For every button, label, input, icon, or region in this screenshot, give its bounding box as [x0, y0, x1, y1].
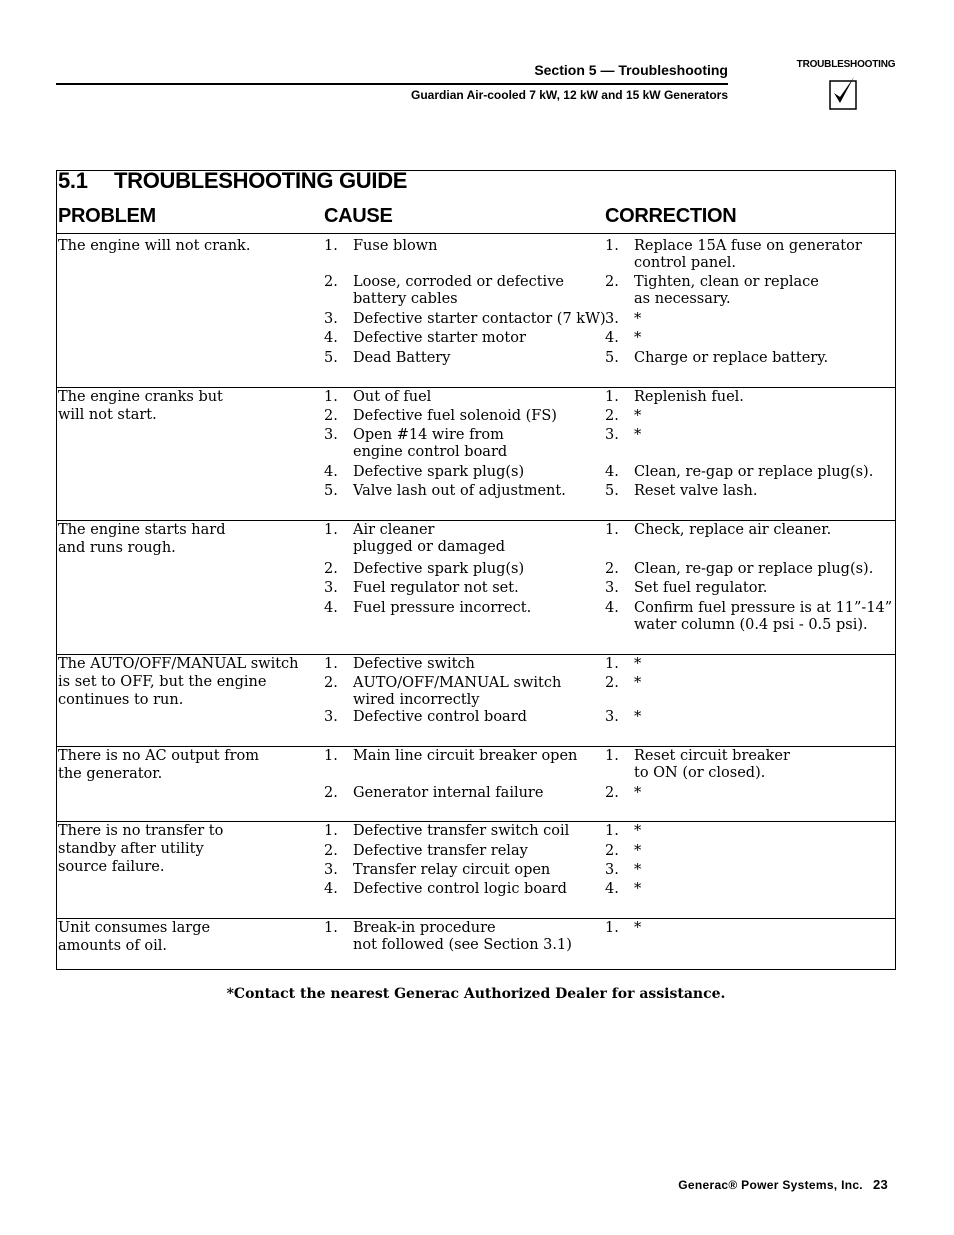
item-number: 2. — [605, 843, 619, 859]
item-number: 3. — [324, 427, 338, 443]
item-number: 1. — [605, 748, 619, 764]
item-number: 2. — [605, 561, 619, 577]
row-divider — [57, 821, 895, 822]
row-divider — [57, 654, 895, 655]
correction-text: as necessary. — [634, 291, 731, 307]
column-header-problem: PROBLEM — [58, 205, 156, 227]
cause-text: Valve lash out of adjustment. — [353, 483, 566, 499]
problem-text: The AUTO/OFF/MANUAL switch — [58, 656, 299, 672]
cause-text: Out of fuel — [353, 389, 432, 405]
item-number: 1. — [324, 522, 338, 538]
item-number: 2. — [324, 785, 338, 801]
cause-text: Air cleaner — [353, 522, 435, 538]
item-number: 1. — [324, 920, 338, 936]
row-divider — [57, 918, 895, 919]
cause-text: Defective spark plug(s) — [353, 561, 525, 577]
section-heading: Section 5 — Troubleshooting — [534, 62, 728, 78]
cause-text: wired incorrectly — [353, 692, 480, 708]
correction-text: * — [634, 330, 642, 346]
item-number: 5. — [605, 350, 619, 366]
correction-text: control panel. — [634, 255, 737, 271]
cause-text: Defective starter motor — [353, 330, 526, 346]
footnote: *Contact the nearest Generac Authorized Dealer for assistance. — [226, 986, 726, 1002]
correction-text: * — [634, 675, 642, 691]
cause-text: engine control board — [353, 444, 508, 460]
problem-text: and runs rough. — [58, 540, 176, 556]
correction-text: * — [634, 408, 642, 424]
correction-text: Confirm fuel pressure is at 11”-14” — [634, 600, 893, 616]
item-number: 1. — [605, 823, 619, 839]
cause-text: Generator internal failure — [353, 785, 544, 801]
item-number: 1. — [324, 238, 338, 254]
correction-text: Reset valve lash. — [634, 483, 758, 499]
cause-text: Dead Battery — [353, 350, 451, 366]
item-number: 2. — [324, 274, 338, 290]
column-header-correction: CORRECTION — [605, 205, 737, 227]
problem-text: The engine will not crank. — [58, 238, 251, 254]
correction-text: * — [634, 709, 642, 725]
correction-text: * — [634, 656, 642, 672]
item-number: 5. — [324, 350, 338, 366]
item-number: 2. — [605, 408, 619, 424]
correction-text: Charge or replace battery. — [634, 350, 829, 366]
checkmark-icon — [829, 76, 857, 110]
item-number: 2. — [605, 785, 619, 801]
item-number: 1. — [605, 920, 619, 936]
item-number: 2. — [605, 675, 619, 691]
cause-text: Defective starter contactor (7 kW) — [353, 311, 606, 327]
cause-text: plugged or damaged — [353, 539, 506, 555]
troubleshooting-badge-label: TROUBLESHOOTING — [796, 59, 896, 70]
cause-text: battery cables — [353, 291, 458, 307]
cause-text: Defective control board — [353, 709, 527, 725]
correction-text: * — [634, 920, 642, 936]
correction-text: * — [634, 311, 642, 327]
cause-text: AUTO/OFF/MANUAL switch — [353, 675, 562, 691]
item-number: 1. — [605, 389, 619, 405]
guide-number: 5.1 — [58, 168, 88, 193]
problem-text: Unit consumes large — [58, 920, 211, 936]
cause-text: Defective switch — [353, 656, 475, 672]
item-number: 5. — [605, 483, 619, 499]
cause-text: Main line circuit breaker open — [353, 748, 578, 764]
footer-company: Generac® Power Systems, Inc. — [678, 1178, 863, 1192]
cause-text: Defective transfer relay — [353, 843, 528, 859]
item-number: 3. — [324, 709, 338, 725]
problem-text: source failure. — [58, 859, 165, 875]
item-number: 4. — [324, 464, 338, 480]
cause-text: Fuse blown — [353, 238, 438, 254]
problem-text: There is no AC output from — [58, 748, 259, 764]
correction-text: Clean, re-gap or replace plug(s). — [634, 561, 874, 577]
cause-text: Fuel pressure incorrect. — [353, 600, 532, 616]
problem-text: standby after utility — [58, 841, 204, 857]
item-number: 3. — [605, 427, 619, 443]
item-number: 3. — [324, 311, 338, 327]
cause-text: Defective control logic board — [353, 881, 567, 897]
item-number: 3. — [324, 862, 338, 878]
guide-title — [58, 168, 407, 194]
cause-text: Defective spark plug(s) — [353, 464, 525, 480]
item-number: 4. — [605, 464, 619, 480]
item-number: 3. — [605, 580, 619, 596]
item-number: 1. — [605, 656, 619, 672]
correction-text: * — [634, 427, 642, 443]
correction-text: * — [634, 823, 642, 839]
problem-text: The engine starts hard — [58, 522, 226, 538]
cause-text: Loose, corroded or defective — [353, 274, 564, 290]
problem-text: The engine cranks but — [58, 389, 223, 405]
problem-text: amounts of oil. — [58, 938, 167, 954]
cause-text: Break-in procedure — [353, 920, 496, 936]
problem-text: continues to run. — [58, 692, 184, 708]
problem-text: will not start. — [58, 407, 157, 423]
item-number: 4. — [605, 330, 619, 346]
item-number: 3. — [605, 709, 619, 725]
item-number: 4. — [324, 881, 338, 897]
header-divider — [56, 83, 728, 85]
item-number: 2. — [324, 843, 338, 859]
item-number: 2. — [324, 675, 338, 691]
row-divider — [57, 746, 895, 747]
correction-text: Reset circuit breaker — [634, 748, 790, 764]
correction-text: Replace 15A fuse on generator — [634, 238, 862, 254]
row-divider — [57, 520, 895, 521]
item-number: 3. — [324, 580, 338, 596]
item-number: 5. — [324, 483, 338, 499]
correction-text: Set fuel regulator. — [634, 580, 768, 596]
correction-text: Check, replace air cleaner. — [634, 522, 832, 538]
page-number: 23 — [872, 1177, 888, 1192]
correction-text: water column (0.4 psi - 0.5 psi). — [634, 617, 868, 633]
correction-text: * — [634, 862, 642, 878]
row-divider — [57, 387, 895, 388]
page-footer — [560, 1177, 888, 1192]
cause-text: Transfer relay circuit open — [353, 862, 551, 878]
problem-text: There is no transfer to — [58, 823, 224, 839]
correction-text: to ON (or closed). — [634, 765, 766, 781]
correction-text: Clean, re-gap or replace plug(s). — [634, 464, 874, 480]
item-number: 4. — [605, 600, 619, 616]
document-subtitle: Guardian Air-cooled 7 kW, 12 kW and 15 kW Generators — [411, 88, 728, 102]
problem-text: the generator. — [58, 766, 163, 782]
cause-text: Defective fuel solenoid (FS) — [353, 408, 557, 424]
item-number: 3. — [605, 311, 619, 327]
item-number: 4. — [605, 881, 619, 897]
item-number: 4. — [324, 600, 338, 616]
header-row-divider — [57, 233, 895, 234]
item-number: 3. — [605, 862, 619, 878]
correction-text: Tighten, clean or replace — [634, 274, 819, 290]
problem-text: is set to OFF, but the engine — [58, 674, 267, 690]
cause-text: Fuel regulator not set. — [353, 580, 519, 596]
cause-text: Open #14 wire from — [353, 427, 504, 443]
item-number: 2. — [324, 408, 338, 424]
item-number: 1. — [324, 748, 338, 764]
item-number: 1. — [605, 522, 619, 538]
item-number: 1. — [324, 656, 338, 672]
column-header-cause: CAUSE — [324, 205, 393, 227]
correction-text: * — [634, 785, 642, 801]
correction-text: * — [634, 843, 642, 859]
correction-text: * — [634, 881, 642, 897]
correction-text: Replenish fuel. — [634, 389, 744, 405]
guide-title-text: TROUBLESHOOTING GUIDE — [114, 168, 408, 193]
item-number: 1. — [324, 823, 338, 839]
cause-text: not followed (see Section 3.1) — [353, 937, 572, 953]
item-number: 2. — [605, 274, 619, 290]
cause-text: Defective transfer switch coil — [353, 823, 570, 839]
item-number: 1. — [605, 238, 619, 254]
item-number: 4. — [324, 330, 338, 346]
item-number: 1. — [324, 389, 338, 405]
item-number: 2. — [324, 561, 338, 577]
